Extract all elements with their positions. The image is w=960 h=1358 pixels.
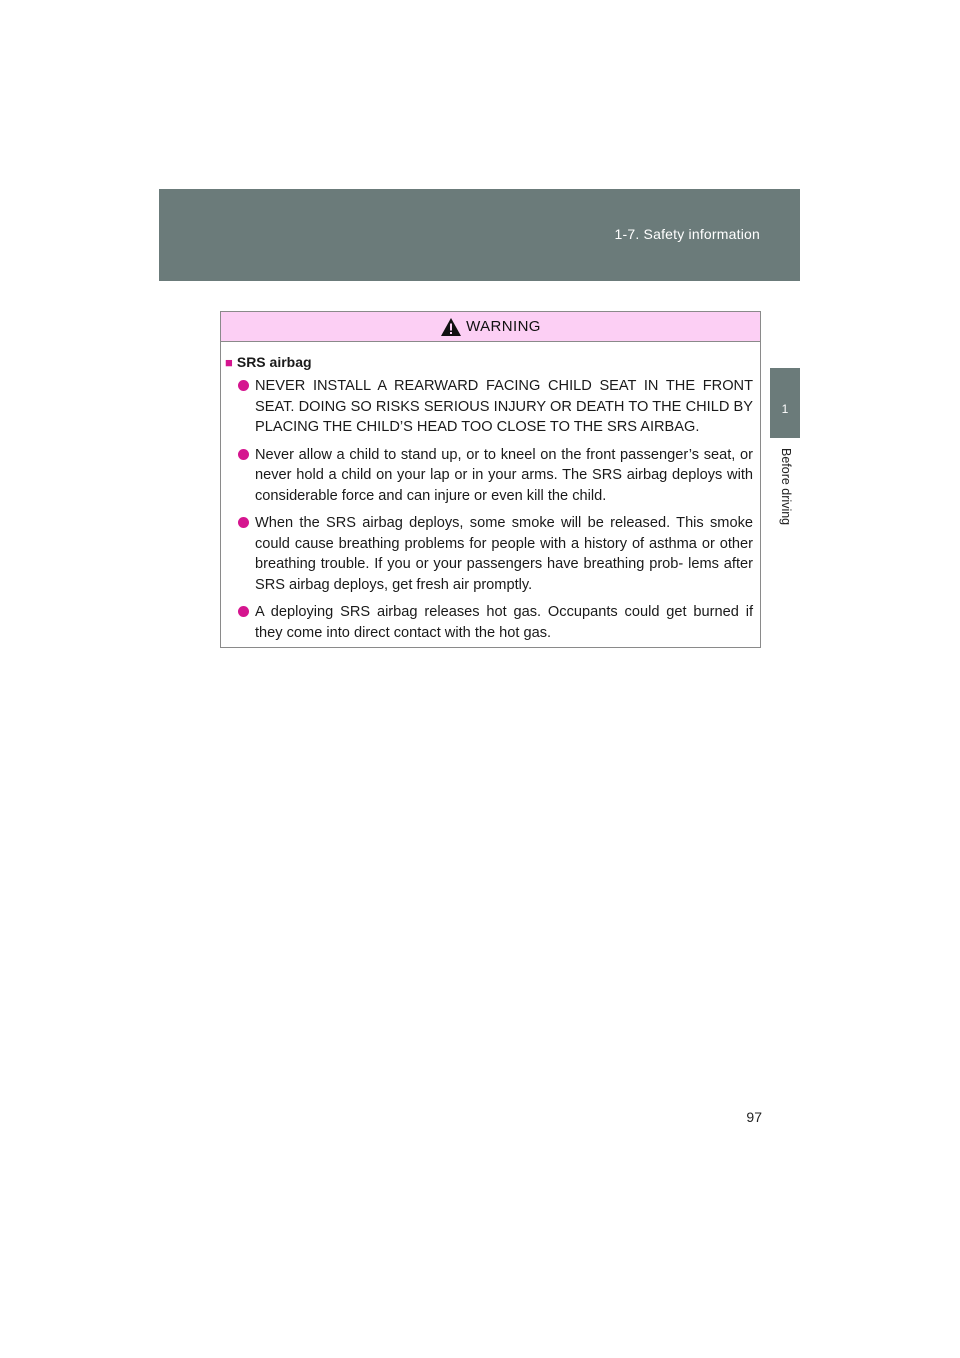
- warning-header: [221, 312, 760, 342]
- chapter-label-text: Before driving: [779, 448, 793, 526]
- chapter-label: [770, 448, 800, 538]
- bullet-icon: [238, 517, 249, 528]
- subheading: [225, 354, 753, 370]
- header-band: [159, 189, 800, 281]
- warning-box: [220, 311, 761, 648]
- square-bullet-icon: ■: [225, 354, 233, 370]
- list-item: [225, 376, 753, 438]
- list-item-text: NEVER INSTALL A REARWARD FACING CHILD SEAT IN THE FRONT SEAT. DOING SO RISKS SERIOUS INJURY OR DEATH TO THE CHILD BY PLACING THE CHILD’S HEAD TOO CLOSE TO THE SRS AIRBAG.: [255, 378, 753, 435]
- warning-title: WARNING: [466, 318, 541, 335]
- list-item-text: Never allow a child to stand up, or to kneel on the front passenger’s seat, or never hold a child on your lap or in your arms. The SRS airbag deploys with considerable force and can injure or even kill the child.: [255, 446, 753, 504]
- bullet-icon: [238, 380, 249, 391]
- bullet-icon: [238, 606, 249, 617]
- page-number: 97: [746, 1109, 762, 1125]
- subheading-text: SRS airbag: [236, 354, 312, 370]
- warning-body: [221, 342, 760, 643]
- list-item-text: When the SRS airbag deploys, some smoke will be released. This smoke could cause breathing problems for people with a history of asthma or other breathing trouble. If you or your passengers have breathing prob- lems after SRS airbag deploys, get fresh air promptly.: [255, 515, 753, 593]
- warning-triangle-icon: [440, 317, 462, 337]
- list-item: [225, 445, 753, 507]
- list-item-text: A deploying SRS airbag releases hot gas. Occupants could get burned if they come into direct contact with the hot gas.: [255, 604, 753, 641]
- chapter-tab: [770, 368, 800, 438]
- list-item: [225, 602, 753, 643]
- chapter-number: 1: [781, 402, 789, 416]
- list-item: [225, 513, 753, 595]
- section-title: 1-7. Safety information: [614, 226, 760, 242]
- bullet-icon: [238, 449, 249, 460]
